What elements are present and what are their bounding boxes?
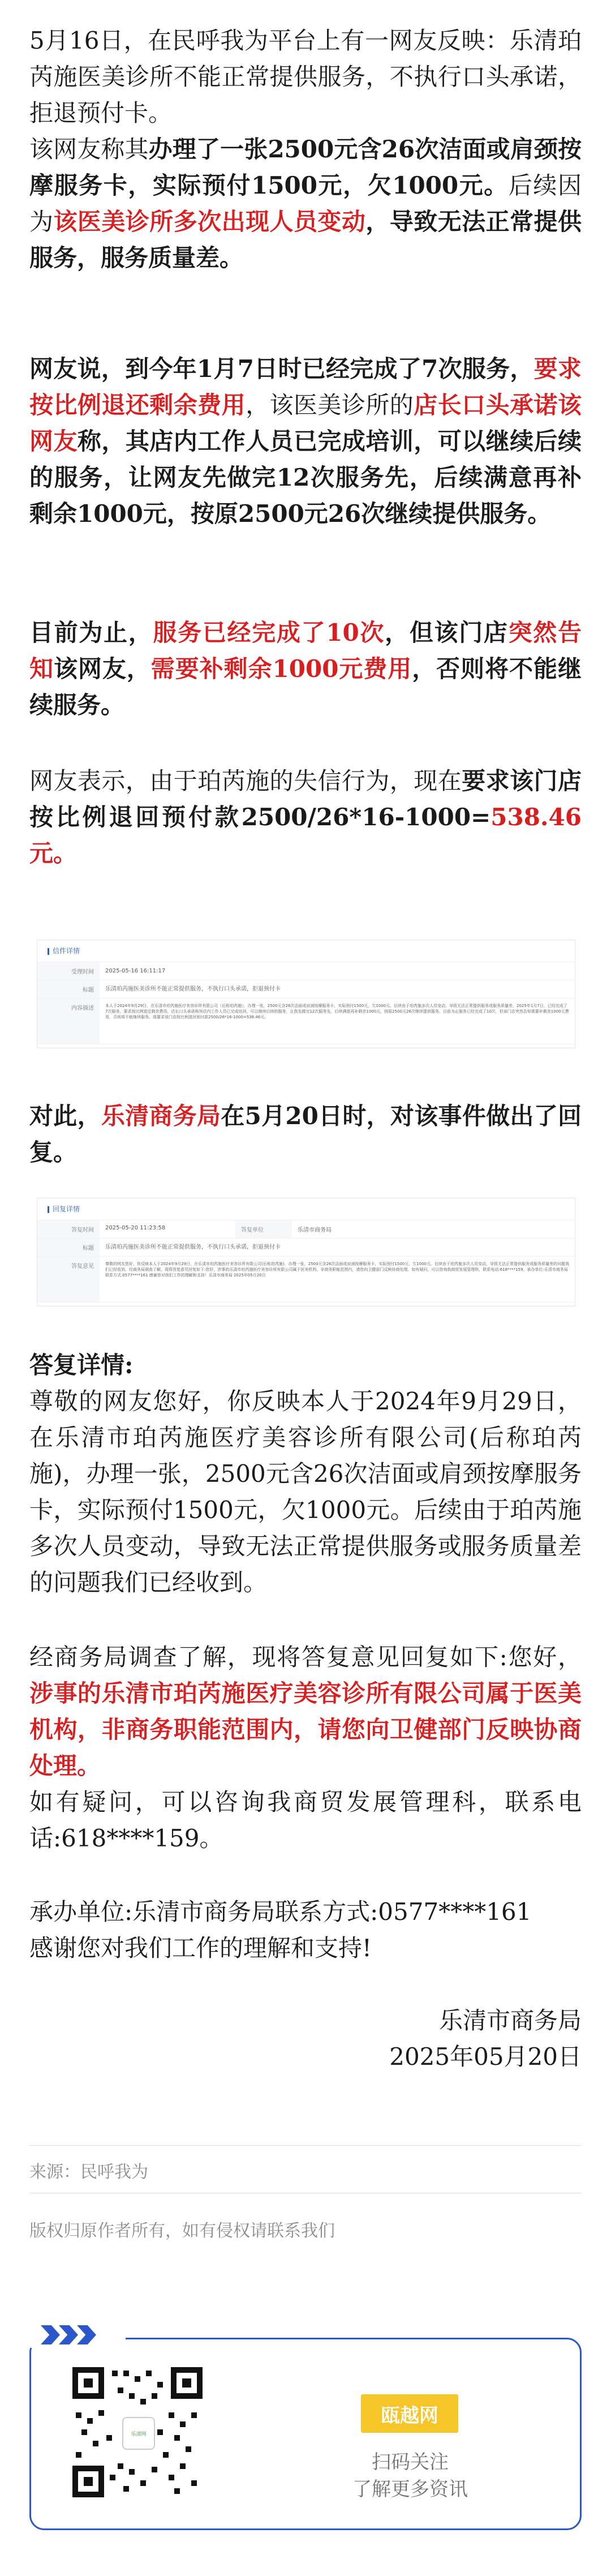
text: 后续因为 xyxy=(29,172,582,235)
row-key: 标题 xyxy=(37,1238,100,1256)
signature-date: 2025年05月20日 xyxy=(389,2043,582,2071)
row-value: 2025-05-16 16:11:17 xyxy=(105,968,166,974)
text: 经商务局调查了解，现将答复意见回复如下:您好， xyxy=(29,1643,582,1671)
row-value: 本人于2024年9月29日，在乐清市珀芮施医疗美容诊所有限公司（后称珀芮施），办理一张，2500元含26次洁面或肩颈按摩服务卡，实际预付1500元，欠1000元。后续由于珀芮施多次人员变动，导致无法正常提供服务或服务质量差，2025年1月7日，已经完成了7次服务，要求按比例退还剩余费用，店长口头承诺称其店内工作人员已完成培训，可以继续后续的服务，让我先做完12次服务先，后续满意再补剩余1000元，按原2500元26次继续提供服务。目前为止服务已经完成了10次，但该门店突然告知需要补剩余1000元费用，否则将不能继续服务。现要求该门店按比例退回预付款2500/26*16-1000=538.46元。 xyxy=(105,1004,569,1019)
bold-text: ，但该门店 xyxy=(385,619,509,646)
brand-badge[interactable]: 瓯越网 xyxy=(361,2394,458,2433)
card-row xyxy=(37,1238,575,1257)
card-header xyxy=(37,940,575,962)
card-header-title: 回复详情 xyxy=(53,1205,80,1213)
divider xyxy=(29,2145,582,2146)
text: 尊敬的网友您好，你反映本人于2024年9月29日，在乐清市珀芮施医疗美容诊所有限公司(后称珀芮施)，办理一张，2500元含26次洁面或肩颈按摩服务卡，实际预付1500元，欠1000元。后续由于珀芮施多次人员变动，导致无法正常提供服务或服务质量差的问题我们已经收到。 xyxy=(29,1387,582,1596)
row-key: 答复时间 xyxy=(37,1220,100,1238)
highlight-text: 该医美诊所多次出现人员变动 xyxy=(53,208,366,235)
learn-more-text: 了解更多资讯 xyxy=(352,2478,468,2501)
bold-text: ，导致无法正常提供服务，服务质量差。 xyxy=(29,208,582,272)
reply-heading: 答复详情: xyxy=(29,1351,134,1379)
highlight-text: 538.46元。 xyxy=(29,803,582,867)
row-key: 标题 xyxy=(37,980,100,998)
text: 承办单位:乐清市商务局联系方式:0577****161 xyxy=(29,1898,532,1926)
paragraph-investigation xyxy=(29,1639,582,1784)
paragraph-handling-unit xyxy=(29,1894,582,1966)
highlight-text: 突然告知 xyxy=(29,619,582,683)
paragraph-response-intro xyxy=(29,1098,582,1171)
signature: 乐清市商务局 xyxy=(438,2007,582,2034)
row-key: 答复单位 xyxy=(235,1220,292,1238)
text: 该网友称其 xyxy=(29,135,149,163)
text: ，该医美诊所的 xyxy=(246,391,414,419)
highlight-text: 需要补剩余1000元费用 xyxy=(150,655,412,683)
card-header xyxy=(37,1198,575,1220)
bold-text: ，否则将不能继续服务。 xyxy=(29,655,582,719)
source-line: 来源：民呼我为 xyxy=(29,2162,148,2182)
paragraph-refund-request xyxy=(29,763,582,872)
highlight-text: 乐清商务局 xyxy=(101,1102,221,1130)
row-key: 受理时间 xyxy=(37,962,100,980)
bold-text: 该网友， xyxy=(53,655,151,683)
card-row xyxy=(37,980,575,998)
row-value: 乐清市商务局 xyxy=(298,1227,332,1233)
bold-text: 在5月20日时，对该事件做出了回复。 xyxy=(29,1102,582,1166)
highlight-text: 店长口头承诺该网友 xyxy=(29,391,582,455)
bold-text: 要求该门店按比例退回预付款2500/26*16-1000= xyxy=(29,767,582,831)
paragraph-reply-details xyxy=(29,1347,582,1601)
scan-follow-text: 扫码关注 xyxy=(372,2451,449,2474)
highlight-text: 要求按比例退还剩余费用 xyxy=(29,355,582,419)
text: 感谢您对我们工作的理解和支持! xyxy=(29,1934,372,1962)
row-value: 乐清珀芮施医美诊所不能正常提供服务，不执行口头承诺，拒退预付卡 xyxy=(105,986,281,992)
paragraph-card-purchase xyxy=(29,131,582,276)
chevron-decoration-icon xyxy=(29,2325,126,2348)
card-header-title: 信件详情 xyxy=(53,947,80,955)
text: 网友表示，由于珀芮施的失信行为，现在 xyxy=(29,767,462,795)
qr-logo: 乐清网 xyxy=(122,2417,155,2450)
row-value: 尊敬的网友您好，你反映本人于2024年9月29日，在乐清市珀芮施医疗美容诊所有限公司(后称珀芮施)，办理一张，2500元含26次洁面或肩颈按摩服务卡，实际预付1500元，欠1000元。后续由于珀芮施多次人员变动，导致无法正常提供服务或服务质量差的问题我们已经收到。经商务局调查了解，现将答复意见回复如下:您好，涉事的乐清市珀芮施医疗美容诊所有限公司属于医美机构，非商务职能范围内，请您向卫健部门反映协商处理。如有疑问，可以咨询我商贸发展管理科，联系电话:618****159。承办单位:乐清市商务局 联系方式:0577****161 感谢您对我们工作的理解和支持！乐清市商务局 2025年05月20日 xyxy=(105,1262,569,1278)
paragraph-contact: 如有疑问，可以咨询我商贸发展管理科，联系电话:618****159。 xyxy=(29,1788,582,1852)
row-value: 2025-05-20 11:23:58 xyxy=(105,1225,166,1231)
copyright-line: 版权归原作者所有，如有侵权请联系我们 xyxy=(29,2221,335,2241)
row-key: 内容描述 xyxy=(37,998,100,1044)
bold-text: 目前为止， xyxy=(29,619,153,646)
bold-text: 对此， xyxy=(29,1102,101,1130)
paragraph-intro: 5月16日，在民呼我为平台上有一网友反映：乐清珀芮施医美诊所不能正常提供服务，不执行口头承诺，拒退预付卡。 xyxy=(29,27,582,127)
bold-text: 称，其店内工作人员已完成培训，可以继续后续的服务，让网友先做完12次服务先，后续满意再补剩余1000元，按原2500元26次继续提供服务。 xyxy=(29,427,582,528)
reply-screenshot xyxy=(37,1198,575,1306)
highlight-text: 服务已经完成了10次 xyxy=(153,619,385,646)
card-row xyxy=(37,1257,575,1302)
card-row xyxy=(37,962,575,980)
highlight-text: 涉事的乐清市珀芮施医疗美容诊所有限公司属于医美机构，非商务职能范围内，请您向卫健部门反映协商处理。 xyxy=(29,1679,582,1780)
card-row xyxy=(37,1220,575,1238)
paragraph-current-status xyxy=(29,615,582,723)
card-row xyxy=(37,998,575,1044)
row-key: 答复意见 xyxy=(37,1257,100,1302)
paragraph-negotiation xyxy=(29,351,582,532)
row-value: 乐清珀芮施医美诊所不能正常提供服务，不执行口头承诺，拒退预付卡 xyxy=(105,1244,281,1250)
bold-text: 网友说，到今年1月7日时已经完成了7次服务， xyxy=(29,355,534,383)
qr-code-icon[interactable] xyxy=(72,2367,203,2497)
complaint-screenshot xyxy=(37,940,575,1048)
bold-text: 办理了一张2500元含26次洁面或肩颈按摩服务卡，实际预付1500元，欠1000元。 xyxy=(29,135,582,199)
